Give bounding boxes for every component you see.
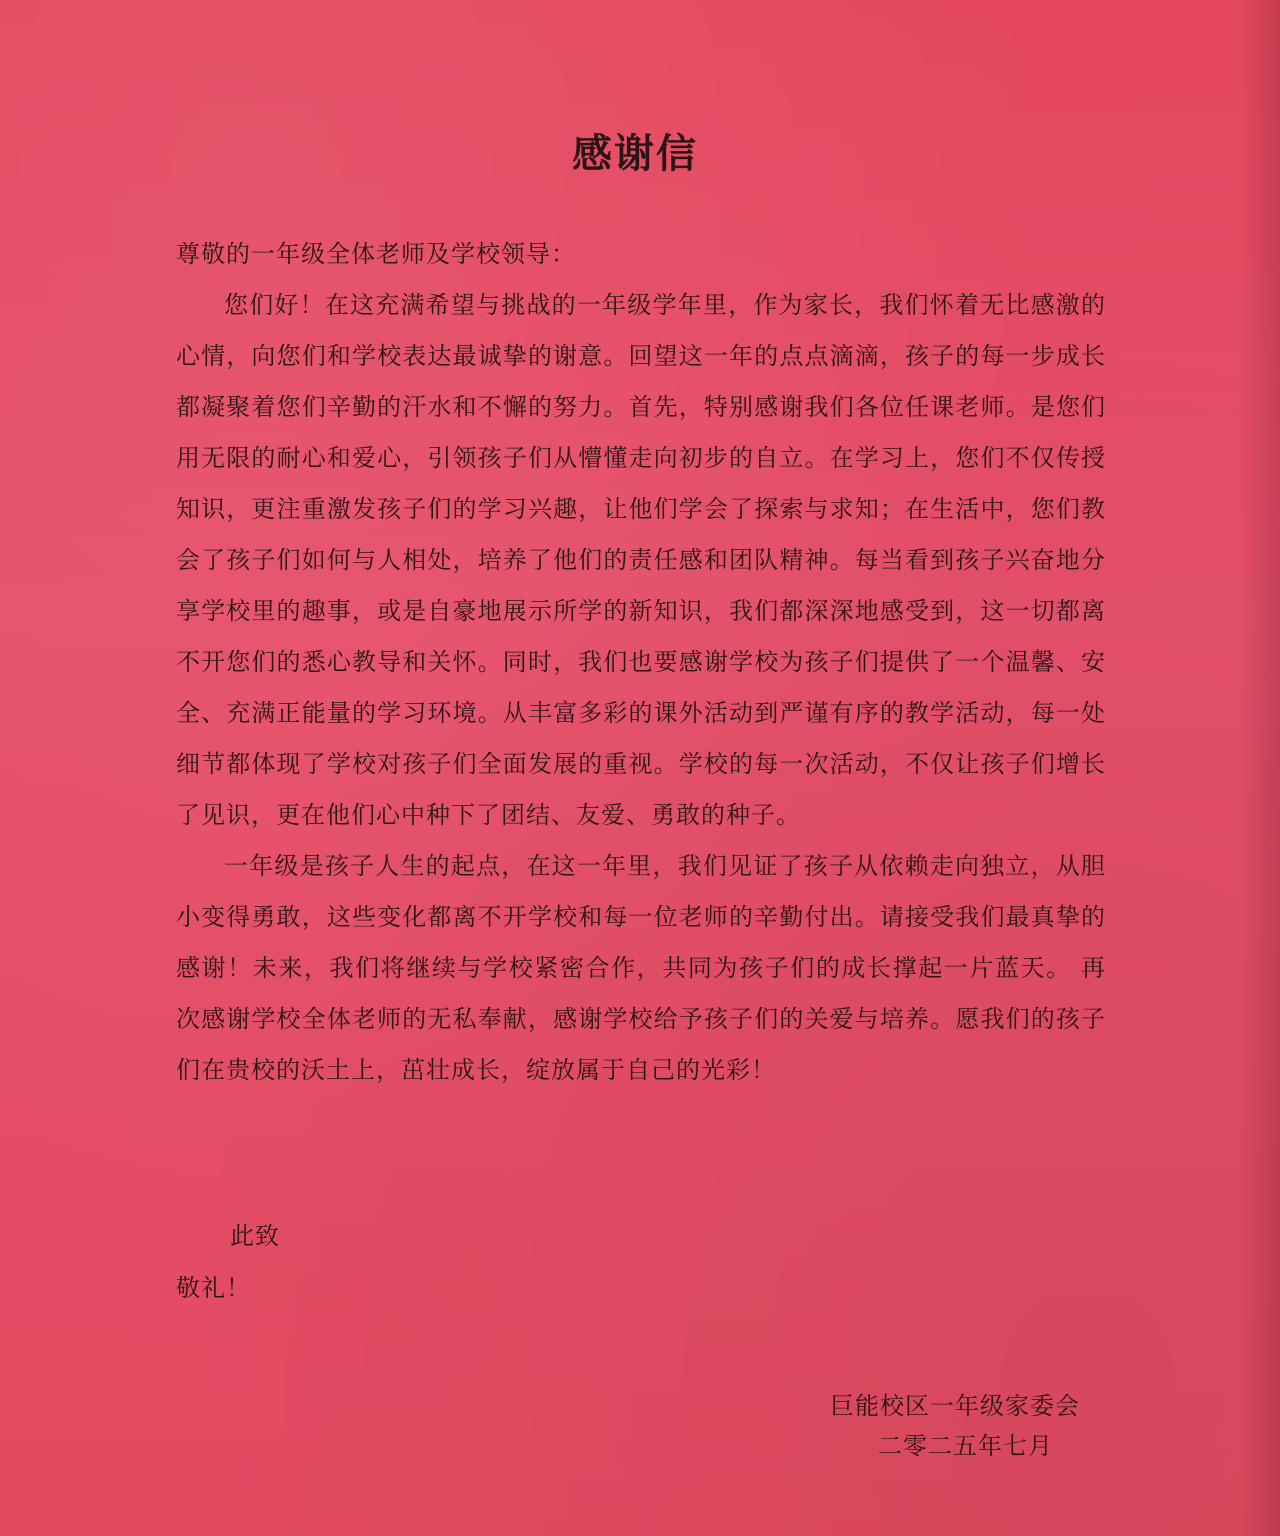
letter-closing: 此致	[230, 1222, 280, 1250]
body-paragraph: 您们好！在这充满希望与挑战的一年级学年里，作为家长，我们怀着无比感激的心情，向您们和学校表达最诚挚的谢意。回望这一年的点点滴滴，孩子的每一步成长都凝聚着您们辛勤的汗水和不懈的努力。首先，特别感谢我们各位任课老师。是您们用无限的耐心和爱心，引领孩子们从懵懂走向初步的自立。在学习上，您们不仅传授知识，更注重激发孩子们的学习兴趣，让他们学会了探索与求知；在生活中，您们教会了孩子们如何与人相处，培养了他们的责任感和团队精神。每当看到孩子兴奋地分享学校里的趣事，或是自豪地展示所学的新知识，我们都深深地感受到，这一切都离不开您们的悉心教导和关怀。同时，我们也要感谢学校为孩子们提供了一个温馨、安全、充满正能量的学习环境。从丰富多彩的课外活动到严谨有序的教学活动，每一处细节都体现了学校对孩子们全面发展的重视。学校的每一次活动，不仅让孩子们增长了见识，更在他们心中种下了团结、友爱、勇敢的种子。	[176, 291, 1106, 829]
signature-date: 二零二五年七月	[878, 1432, 1053, 1460]
body-paragraph: 一年级是孩子人生的起点，在这一年里，我们见证了孩子从依赖走向独立，从胆小变得勇敢，这些变化都离不开学校和每一位老师的辛勤付出。请接受我们最真挚的感谢！未来，我们将继续与学校紧密合作，共同为孩子们的成长撑起一片蓝天。 再次感谢学校全体老师的无私奉献，感谢学校给予孩子们的关爱与培养。愿我们的孩子们在贵校的沃土上，茁壮成长，绽放属于自己的光彩！	[176, 852, 1106, 1084]
signature-organization: 巨能校区一年级家委会	[830, 1392, 1080, 1420]
letter-body	[176, 280, 1106, 1096]
letter-title: 感谢信	[572, 130, 698, 177]
letter-salutation: 尊敬的一年级全体老师及学校领导：	[176, 240, 576, 268]
letter-regards: 敬礼！	[176, 1274, 251, 1302]
signature-block	[830, 1386, 1110, 1466]
